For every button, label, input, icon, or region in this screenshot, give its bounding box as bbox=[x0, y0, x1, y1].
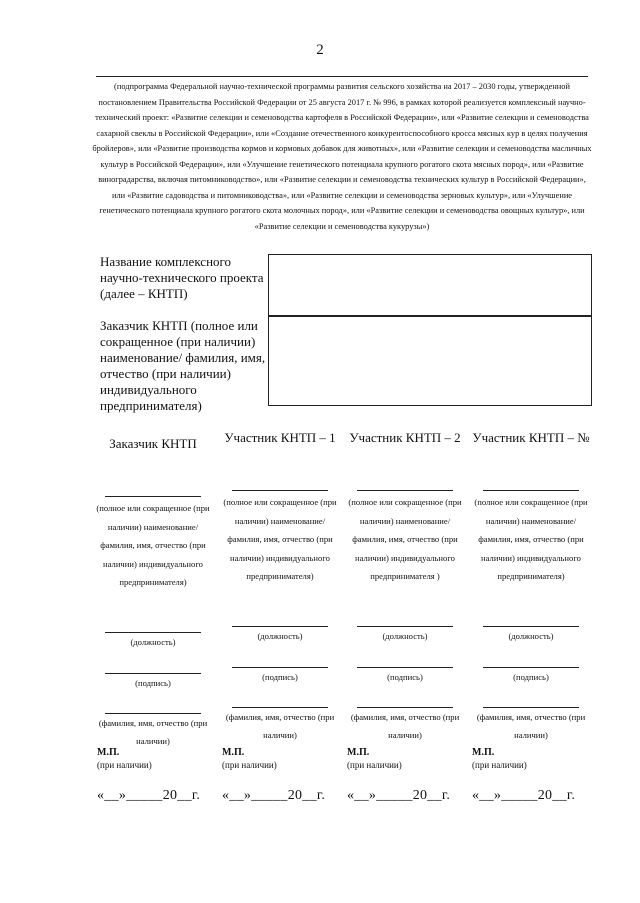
customer-label: Заказчик КНТП (полное или сокращенное (при наличии) наименование/ фамилия, имя, отчество (при наличии) индивидуального предпринимателя) bbox=[100, 318, 266, 413]
fio-caption: (фамилия, имя, отчество (при наличии) bbox=[350, 711, 460, 740]
date-field-participant-1[interactable]: «__»_____20__г. bbox=[222, 788, 326, 803]
seal-block-participant-1 bbox=[222, 746, 342, 772]
page-number: 2 bbox=[316, 42, 324, 58]
signature-caption: (подпись) bbox=[262, 672, 298, 682]
date-field-participant-n[interactable]: «__»_____20__г. bbox=[472, 788, 576, 803]
seal-label: М.П. bbox=[222, 747, 245, 758]
position-caption: (должность) bbox=[508, 630, 554, 641]
seal-note: (при наличии) bbox=[222, 760, 277, 770]
column-title: Участник КНТП – 2 bbox=[349, 430, 461, 445]
fio-caption: (фамилия, имя, отчество (при наличии) bbox=[225, 711, 335, 740]
signature-caption: (подпись) bbox=[135, 678, 171, 688]
signature-column-participant-n bbox=[471, 430, 591, 745]
name-caption: (полное или сокращенное (при наличии) наименование/ фамилия, имя, отчество (при наличии) индивидуального предпринимателя) bbox=[223, 497, 337, 581]
seal-block-participant-n bbox=[472, 746, 592, 772]
position-caption: (должность) bbox=[257, 630, 303, 641]
date-field-participant-2[interactable]: «__»_____20__г. bbox=[347, 788, 451, 803]
date-field-customer[interactable]: «__»_____20__г. bbox=[97, 788, 201, 803]
seal-label: М.П. bbox=[472, 747, 495, 758]
signature-column-participant-1 bbox=[220, 430, 340, 745]
seal-label: М.П. bbox=[97, 747, 120, 758]
signature-column-customer bbox=[93, 430, 213, 751]
project-name-field[interactable] bbox=[268, 254, 592, 316]
name-line[interactable] bbox=[105, 496, 201, 497]
project-name-label: Название комплексного научно-технического проекта (далее – КНТП) bbox=[100, 254, 264, 301]
position-caption: (должность) bbox=[382, 630, 428, 641]
seal-note: (при наличии) bbox=[97, 760, 152, 770]
position-caption: (должность) bbox=[130, 636, 176, 647]
fio-caption: (фамилия, имя, отчество (при наличии) bbox=[98, 717, 208, 746]
name-line[interactable] bbox=[483, 490, 579, 491]
name-line[interactable] bbox=[357, 490, 453, 491]
fio-caption: (фамилия, имя, отчество (при наличии) bbox=[476, 711, 586, 740]
name-line[interactable] bbox=[232, 490, 328, 491]
name-caption: (полное или сокращенное (при наличии) наименование/ фамилия, имя, отчество (при наличии) индивидуального предпринимателя) bbox=[96, 503, 210, 587]
seal-note: (при наличии) bbox=[472, 760, 527, 770]
signature-caption: (подпись) bbox=[387, 672, 423, 682]
customer-field[interactable] bbox=[268, 316, 592, 406]
seal-note: (при наличии) bbox=[347, 760, 402, 770]
column-title: Участник КНТП – 1 bbox=[224, 430, 336, 445]
signature-caption: (подпись) bbox=[513, 672, 549, 682]
signature-column-participant-2 bbox=[345, 430, 465, 745]
seal-block-participant-2 bbox=[347, 746, 467, 772]
name-caption: (полное или сокращенное (при наличии) наименование/ фамилия, имя, отчество (при наличии) индивидуального предпринимателя ) bbox=[348, 497, 462, 581]
column-title: Участник КНТП – № bbox=[472, 430, 590, 445]
column-title: Заказчик КНТП bbox=[109, 436, 197, 451]
seal-block-customer bbox=[97, 746, 217, 772]
seal-label: М.П. bbox=[347, 747, 370, 758]
subprogram-top-rule bbox=[96, 76, 588, 77]
name-caption: (полное или сокращенное (при наличии) наименование/ фамилия, имя, отчество (при наличии) индивидуального предпринимателя) bbox=[474, 497, 588, 581]
subprogram-description: (подпрограмма Федеральной научно-технической программы развития сельского хозяйства на 2017 – 2030 годы, утвержденной постановлением Правительства Российской Федерации от 25 августа 2017 г. № 996, в рамках которой реализуется комплексный научно-технический проект: «Развитие селекции и семеноводства картофеля в Российской Федерации», или «Развитие селекции и семеноводства сахарной свеклы в Российской Федерации», или «Создание отечественного конкурентоспособного кросса мясных кур в целях получения бройлеров», или «Развитие производства кормов и кормовых добавок для животных», или «Развитие селекции и семеноводства масличных культур в Российской Федерации», или «Улучшение генетического потенциала крупного рогатого скота мясных пород», или «Развитие виноградарства, включая питомниководство», или «Развитие селекции и семеноводства технических культур в Российской Федерации», или «Развитие садоводства и питомниководства», или «Развитие селекции и семеноводства зерновых культур», или «Улучшение генетического потенциала крупного рогатого скота молочных пород», или «Развитие селекции и семеноводства овощных культур», или «Развитие селекции и семеноводства кукурузы») bbox=[92, 82, 592, 231]
